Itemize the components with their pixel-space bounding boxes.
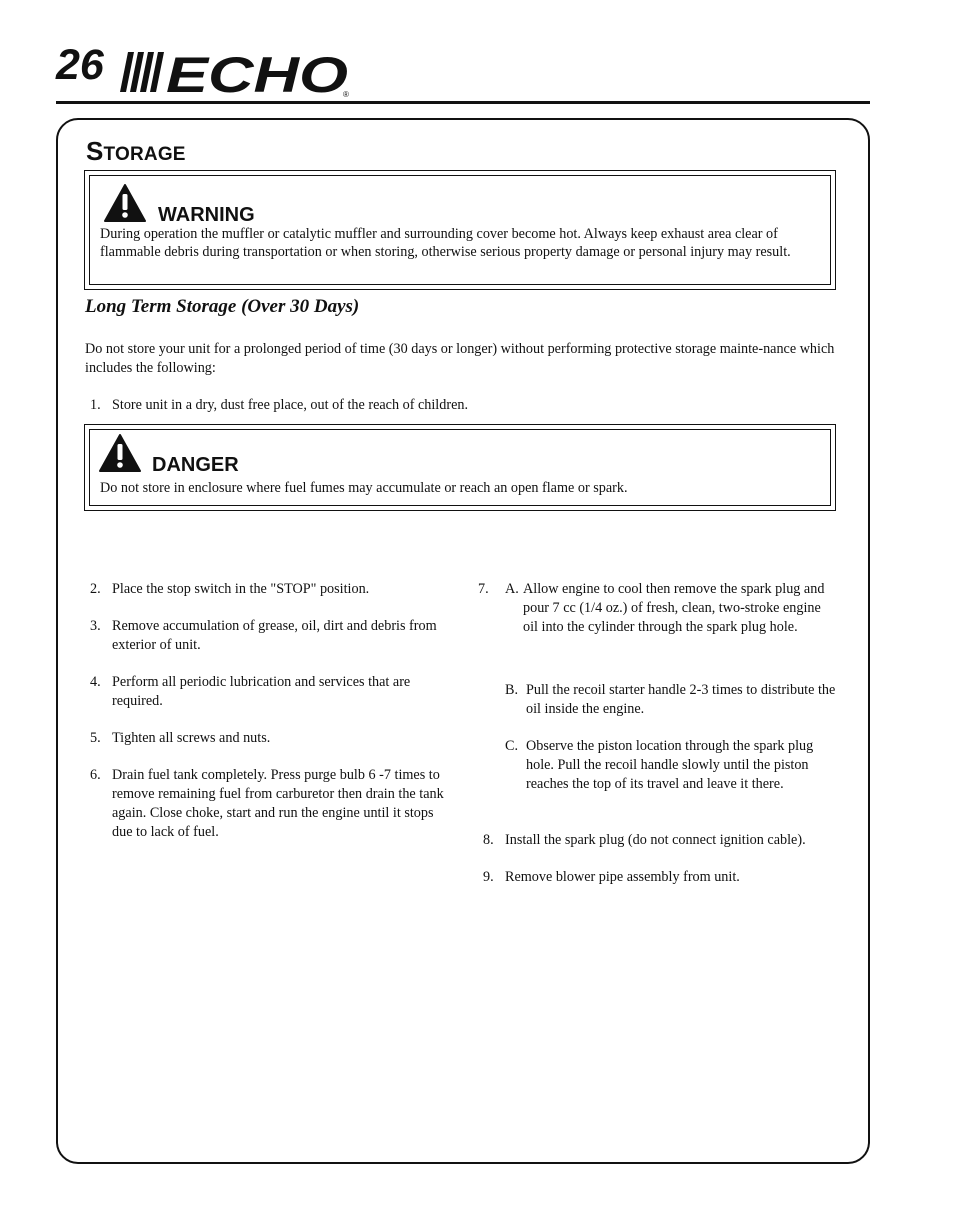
header-rule (56, 101, 870, 104)
danger-text: Do not store in enclosure where fuel fumes may accumulate or reach an open flame or spark. (100, 480, 628, 496)
warning-text: During operation the muffler or catalytic muffler and surrounding cover become hot. Always keep exhaust area clear of flammable debris during transportation or when storing, otherwise serious property damage or personal injury may result. (100, 226, 791, 260)
warning-title: WARNING (158, 204, 255, 226)
danger-triangle-icon (98, 433, 142, 473)
warning-triangle-icon (103, 183, 147, 223)
danger-title: DANGER (152, 454, 239, 476)
storage-intro: Do not store your unit for a prolonged period of time (30 days or longer) without performing protective storage mainte-nance which includes the following: (85, 341, 835, 376)
long-term-storage-heading: Long Term Storage (Over 30 Days) (85, 296, 360, 317)
danger-box (84, 424, 836, 511)
warning-box (84, 170, 836, 290)
page-number: 26 (56, 41, 104, 89)
registered-mark: ® (343, 90, 349, 98)
section-title: STORAGE (86, 136, 186, 166)
logo-wordmark: ECHO (166, 47, 349, 98)
echo-logo (118, 46, 354, 98)
